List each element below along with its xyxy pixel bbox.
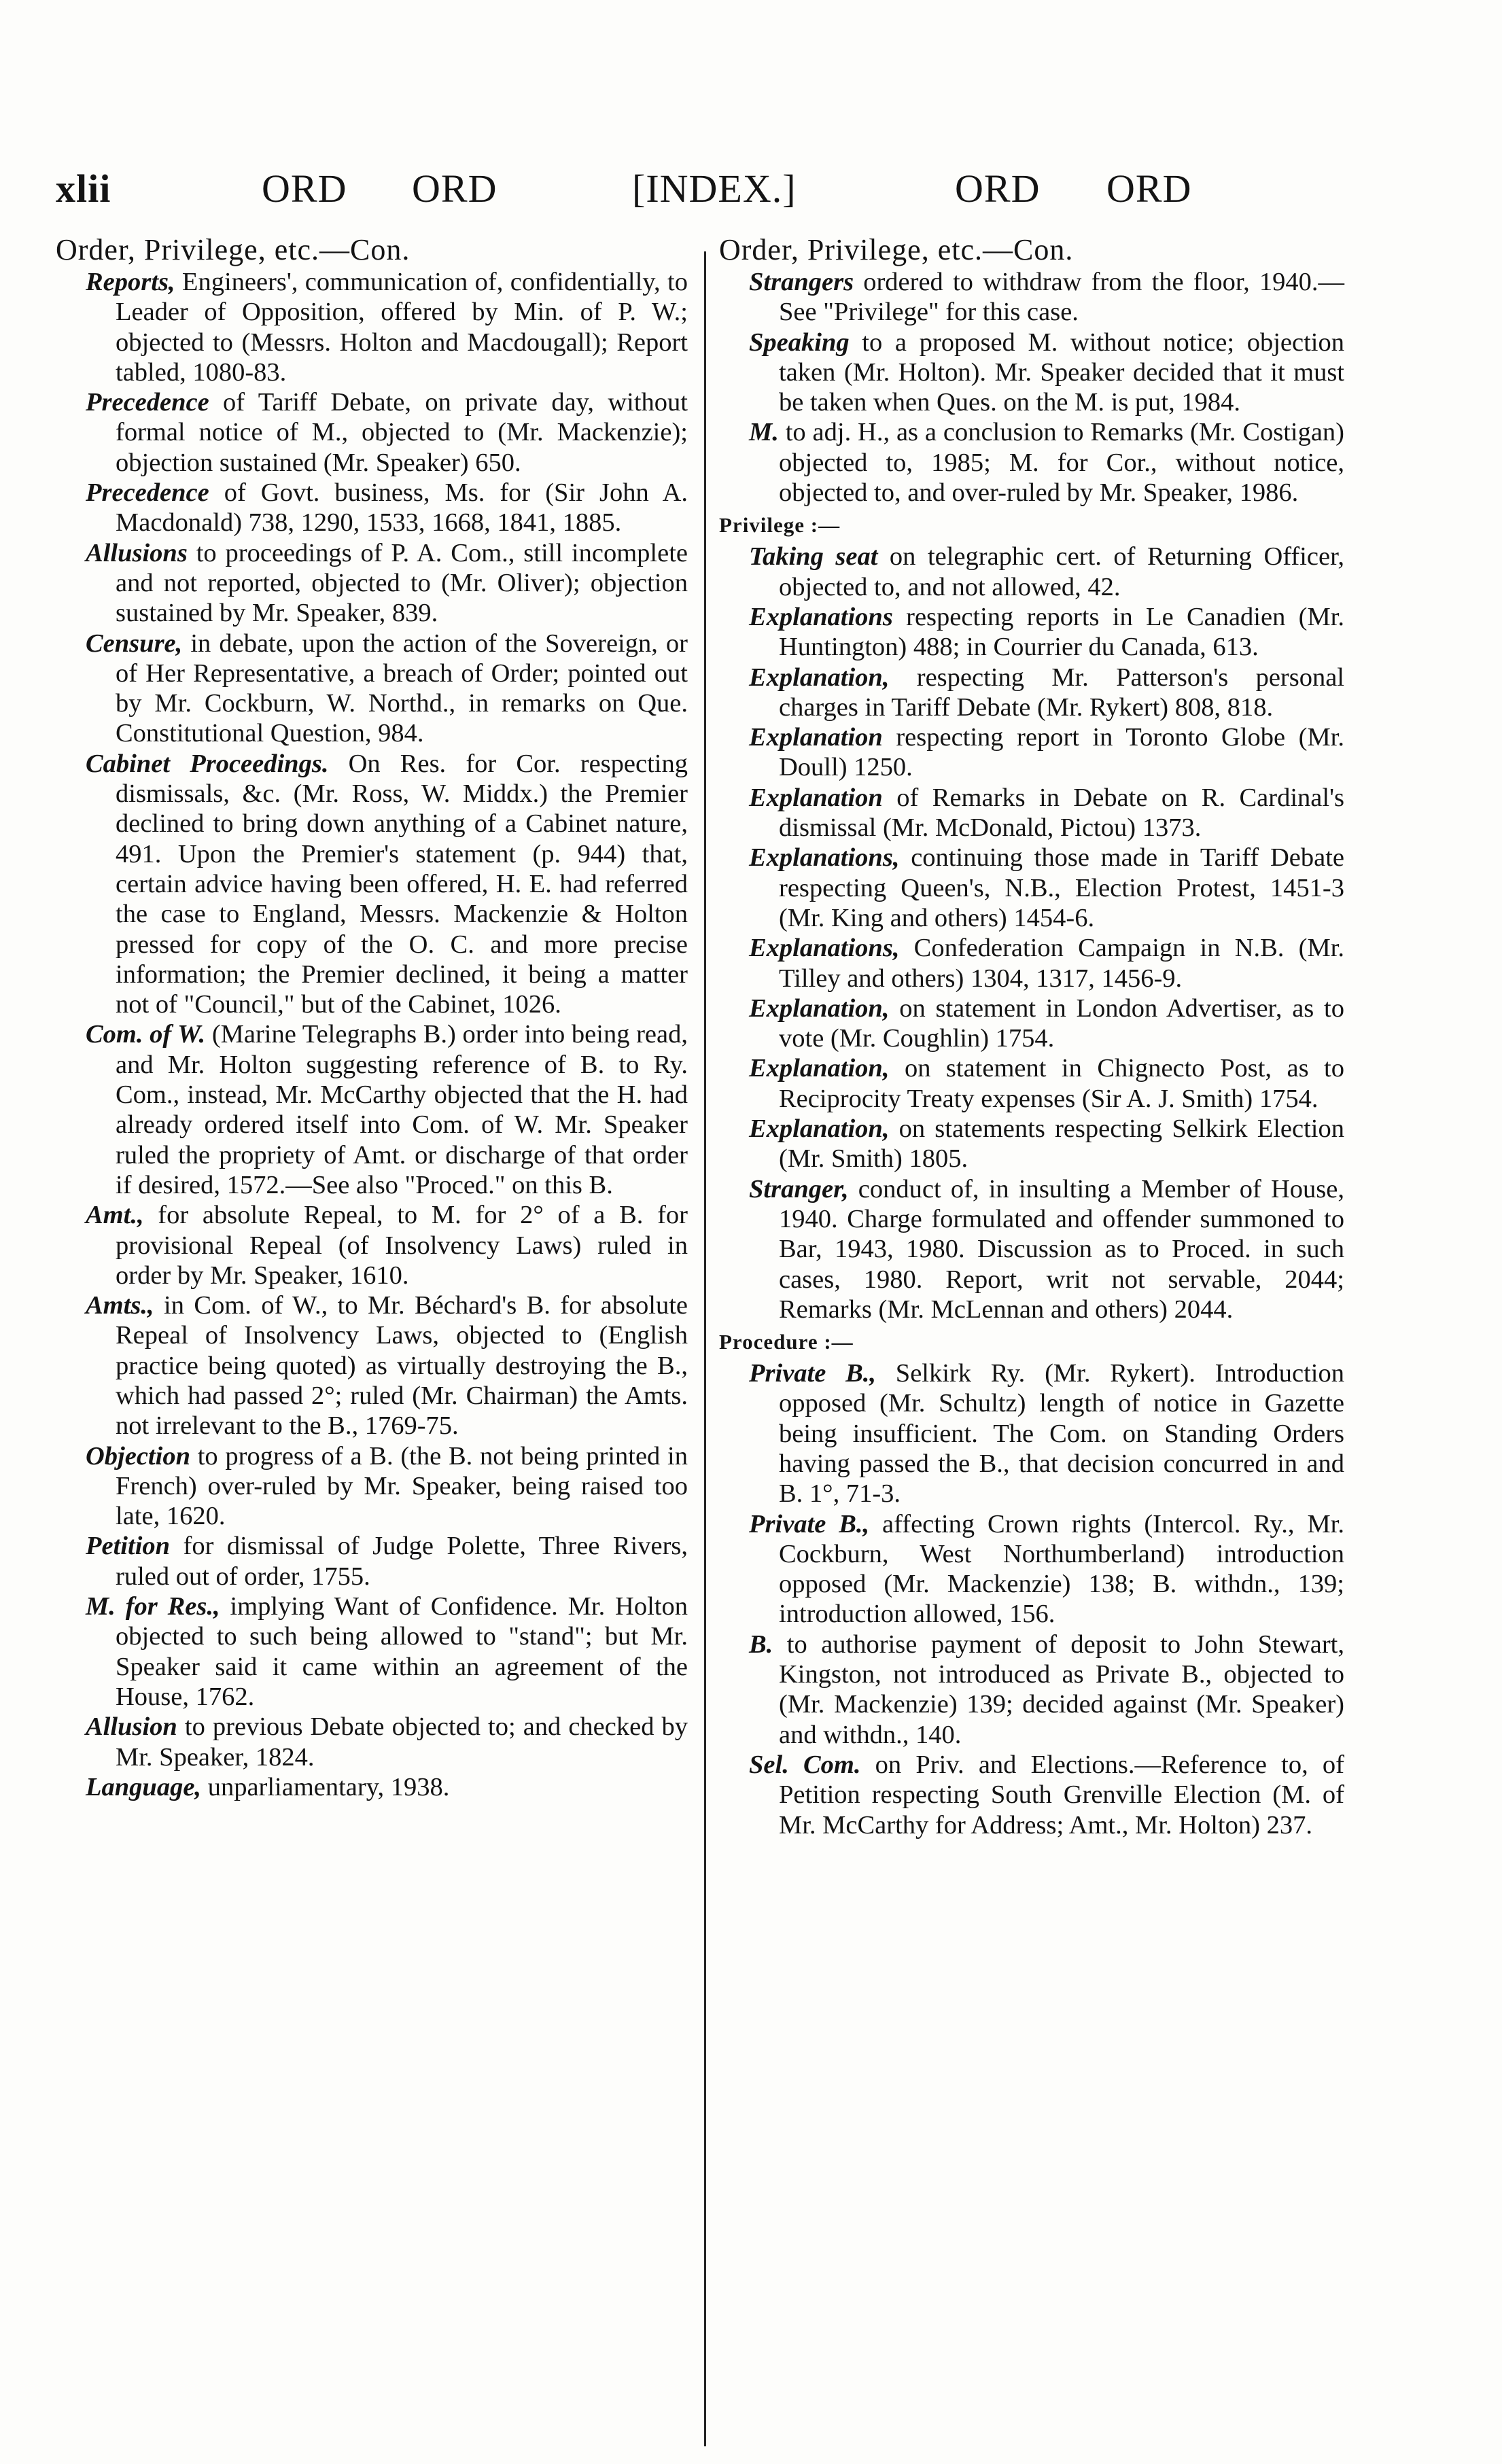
privilege-heading: Privilege :— (719, 513, 841, 538)
index-entry-list (56, 267, 688, 1802)
entry-lead: M. (749, 418, 779, 447)
entry-lead: Explanations (749, 602, 893, 631)
entry-lead: Amt., (86, 1201, 144, 1230)
entry-lead: Private B., (749, 1509, 870, 1538)
entry-text: for absolute Repeal, to M. for 2° of a B. for provisional Repeal (of Insolvency Laws) ruled in order by Mr. Speaker, 1610. (116, 1201, 688, 1290)
section-heading: Order, Privilege, etc.—Con. (56, 233, 411, 266)
index-entry (56, 1019, 688, 1200)
entry-lead: Explanation, (749, 1054, 890, 1083)
entry-text: Confederation Campaign in N.B. (Mr. Tilley and others) 1304, 1317, 1456-9. (779, 934, 1344, 993)
header-word-right-1: ORD (955, 166, 1041, 211)
entry-text: respecting report in Toronto Globe (Mr. Doull) 1250. (779, 723, 1344, 782)
entry-text: to proceedings of P. A. Com., still incomplete and not reported, objected to (Mr. Oliver); objection sustained by Mr. Speaker, 839. (116, 538, 688, 628)
entry-lead: Precedence (86, 478, 209, 508)
entry-lead: Allusion (86, 1712, 177, 1742)
entry-lead: Com. of W. (86, 1020, 206, 1049)
entry-text: Selkirk Ry. (Mr. Rykert). Introduction opposed (Mr. Schultz) length of notice in Gazette being insufficient. The Com. on Standing Orders having passed the B., that decision concurred in and B. 1°, 71-3. (779, 1359, 1344, 1509)
entry-lead: Amts., (86, 1291, 154, 1320)
entry-text: of Tariff Debate, on private day, without formal notice of M., objected to (Mr. Mackenzie); objection sustained (Mr. Speaker) 650. (116, 388, 688, 477)
index-entry (56, 1441, 688, 1532)
index-entry (719, 1358, 1344, 1509)
entry-text: on statements respecting Selkirk Election (Mr. Smith) 1805. (779, 1114, 1344, 1174)
entry-text: to progress of a B. (the B. not being printed in French) over-ruled by Mr. Speaker, being raised too late, 1620. (116, 1441, 688, 1531)
index-entry (56, 1200, 688, 1290)
index-entry (56, 387, 688, 478)
page-number: xlii (56, 166, 111, 211)
index-entry (719, 328, 1344, 418)
entry-text: On Res. for Cor. respecting dismissals, &c. (Mr. Ross, W. Middx.) the Premier declined to bring down anything of a Cabinet nature, 491. Upon the Premier's statement (p. 944) that, certain advice having been offered, H. E. had referred the case to England, Messrs. Mackenzie & Holton pressed for copy of the O. C. and more precise information; the Premier declined, it being a matter not of "Council," but of the Cabinet, 1026. (116, 749, 688, 1019)
entry-lead: Censure, (86, 629, 183, 658)
procedure-entry-list (719, 1358, 1344, 1840)
entry-lead: Explanation (749, 783, 883, 812)
entry-lead: Reports, (86, 268, 175, 296)
entry-text: on telegraphic cert. of Returning Officer, objected to, and not allowed, 42. (779, 542, 1344, 601)
index-entry (56, 1772, 688, 1802)
right-column (719, 234, 1344, 1840)
entry-lead: Taking seat (749, 542, 878, 571)
entry-text: respecting reports in Le Canadien (Mr. Huntington) 488; in Courrier du Canada, 613. (779, 602, 1344, 662)
entry-lead: Stranger, (749, 1174, 849, 1203)
entry-text: to previous Debate objected to; and checked by Mr. Speaker, 1824. (116, 1712, 688, 1772)
index-entry (719, 663, 1344, 723)
index-entry (56, 267, 688, 387)
entry-text: on Priv. and Elections.—Reference to, of Petition respecting South Grenville Election (M. of Mr. McCarthy for Address; Amt., Mr. Holton) 237. (779, 1750, 1344, 1840)
entry-lead: Strangers (749, 268, 854, 296)
entry-text: in Com. of W., to Mr. Béchard's B. for absolute Repeal of Insolvency Laws, objected to (English practice being quoted) as virtually destroying the B., which had passed 2°; ruled (Mr. Chairman) the Amts. not irrelevant to the B., 1769-75. (116, 1291, 688, 1441)
entry-lead: B. (749, 1630, 773, 1659)
header-word-left-1: ORD (262, 166, 347, 211)
index-entry (719, 722, 1344, 783)
entry-lead: Language, (86, 1772, 202, 1801)
header-word-right-2: ORD (1106, 166, 1192, 211)
index-entry (719, 1053, 1344, 1114)
entry-text: affecting Crown rights (Intercol. Ry., Mr. Cockburn, West Northumberland) introduction opposed (Mr. Mackenzie) 138; B. withdn., 139; introduction allowed, 156. (779, 1509, 1345, 1629)
entry-lead: Explanation, (749, 663, 890, 692)
index-entry (719, 1509, 1344, 1630)
entry-text: of Govt. business, Ms. for (Sir John A. Macdonald) 738, 1290, 1533, 1668, 1841, 1885. (116, 478, 688, 538)
index-entry (719, 542, 1344, 602)
entry-lead: Objection (86, 1441, 190, 1471)
entry-text: in debate, upon the action of the Sovereign, or of Her Representative, a breach of Order; pointed out by Mr. Cockburn, W. Northd., in remarks on Que. Constitutional Question, 984. (116, 629, 688, 748)
index-entry (56, 629, 688, 749)
index-entry (56, 538, 688, 629)
index-entry (719, 933, 1344, 993)
index-entry (719, 993, 1344, 1054)
entry-lead: Explanations, (749, 843, 900, 873)
entry-text: conduct of, in insulting a Member of House, 1940. Charge formulated and offender summoned to Bar, 1943, 1980. Discussion as to Proced. in such cases, 1980. Report, writ not servable, 2044; Remarks (Mr. McLennan and others) 2044. (779, 1174, 1344, 1324)
entry-text: Engineers', communication of, confidentially, to Leader of Opposition, offered by Min. of P. W.; objected to (Messrs. Holton and Macdougall); Report tabled, 1080-83. (116, 268, 688, 387)
page-header (0, 166, 1502, 220)
index-entry (56, 749, 688, 1020)
left-column (56, 234, 688, 1802)
entry-lead: Precedence (86, 388, 209, 417)
entry-lead: Explanation (749, 723, 883, 752)
entry-lead: M. for Res., (86, 1592, 220, 1621)
procedure-heading: Procedure :— (719, 1330, 854, 1354)
header-word-left-2: ORD (412, 166, 497, 211)
entry-text: (Marine Telegraphs B.) order into being read, and Mr. Holton suggesting reference of B. to Ry. Com., instead, Mr. McCarthy objected that the H. had already ordered itself into Com. of W. Mr. Speaker ruled the propriety of Amt. or discharge of that order if desired, 1572.—See also "Proced." on this B. (116, 1020, 688, 1199)
index-entry (719, 843, 1344, 933)
index-entry (719, 417, 1344, 508)
index-entry-list (719, 267, 1344, 508)
entry-lead: Speaking (749, 328, 850, 357)
entry-text: to adj. H., as a conclusion to Remarks (Mr. Costigan) objected to, 1985; M. for Cor., without notice, objected to, and over-ruled by Mr. Speaker, 1986. (778, 418, 1344, 508)
entry-text: on statement in Chignecto Post, as to Reciprocity Treaty expenses (Sir A. J. Smith) 1754. (779, 1054, 1344, 1113)
entry-text: on statement in London Advertiser, as to vote (Mr. Coughlin) 1754. (779, 993, 1344, 1053)
index-entry (719, 1174, 1344, 1324)
index-entry (56, 478, 688, 538)
index-entry (56, 1531, 688, 1591)
entry-text: for dismissal of Judge Polette, Three Rivers, ruled out of order, 1755. (116, 1532, 688, 1591)
entry-lead: Explanations, (749, 934, 900, 963)
entry-lead: Allusions (86, 538, 188, 567)
entry-lead: Sel. Com. (749, 1750, 861, 1779)
column-divider (704, 251, 706, 2446)
entry-lead: Cabinet Proceedings. (86, 749, 329, 778)
index-entry (56, 1712, 688, 1772)
entry-text: ordered to withdraw from the floor, 1940.—See "Privilege" for this case. (779, 268, 1344, 327)
index-entry (719, 602, 1344, 663)
header-index: [INDEX.] (632, 166, 797, 211)
index-entry (56, 1591, 688, 1712)
entry-text: to authorise payment of deposit to John Stewart, Kingston, not introduced as Private B., objected to (Mr. Mackenzie) 139; decided against (Mr. Speaker) and withdn., 140. (773, 1630, 1344, 1749)
index-entry (719, 267, 1344, 328)
entry-lead: Explanation, (749, 1114, 890, 1144)
entry-lead: Petition (86, 1532, 171, 1561)
entry-lead: Explanation, (749, 993, 890, 1023)
entry-text: to a proposed M. without notice; objection taken (Mr. Holton). Mr. Speaker decided that it must be taken when Ques. on the M. is put, 1984. (779, 328, 1344, 417)
index-entry (719, 1114, 1344, 1174)
entry-text: implying Want of Confidence. Mr. Holton objected to such being allowed to "stand"; but Mr. Speaker said it came within an agreement of the House, 1762. (116, 1592, 688, 1711)
privilege-entry-list (719, 542, 1344, 1324)
entry-text: unparliamentary, 1938. (201, 1772, 450, 1801)
entry-text: continuing those made in Tariff Debate respecting Queen's, N.B., Election Protest, 1451-3 (Mr. King and others) 1454-6. (779, 843, 1344, 932)
entry-text: respecting Mr. Patterson's personal charges in Tariff Debate (Mr. Rykert) 808, 818. (779, 663, 1344, 722)
index-entry (719, 783, 1344, 843)
index-entry (56, 1290, 688, 1441)
index-entry (719, 1630, 1344, 1750)
section-heading: Order, Privilege, etc.—Con. (719, 233, 1074, 266)
index-entry (719, 1750, 1344, 1840)
entry-lead: Private B., (749, 1359, 877, 1388)
entry-text: of Remarks in Debate on R. Cardinal's dismissal (Mr. McDonald, Pictou) 1373. (779, 783, 1344, 843)
